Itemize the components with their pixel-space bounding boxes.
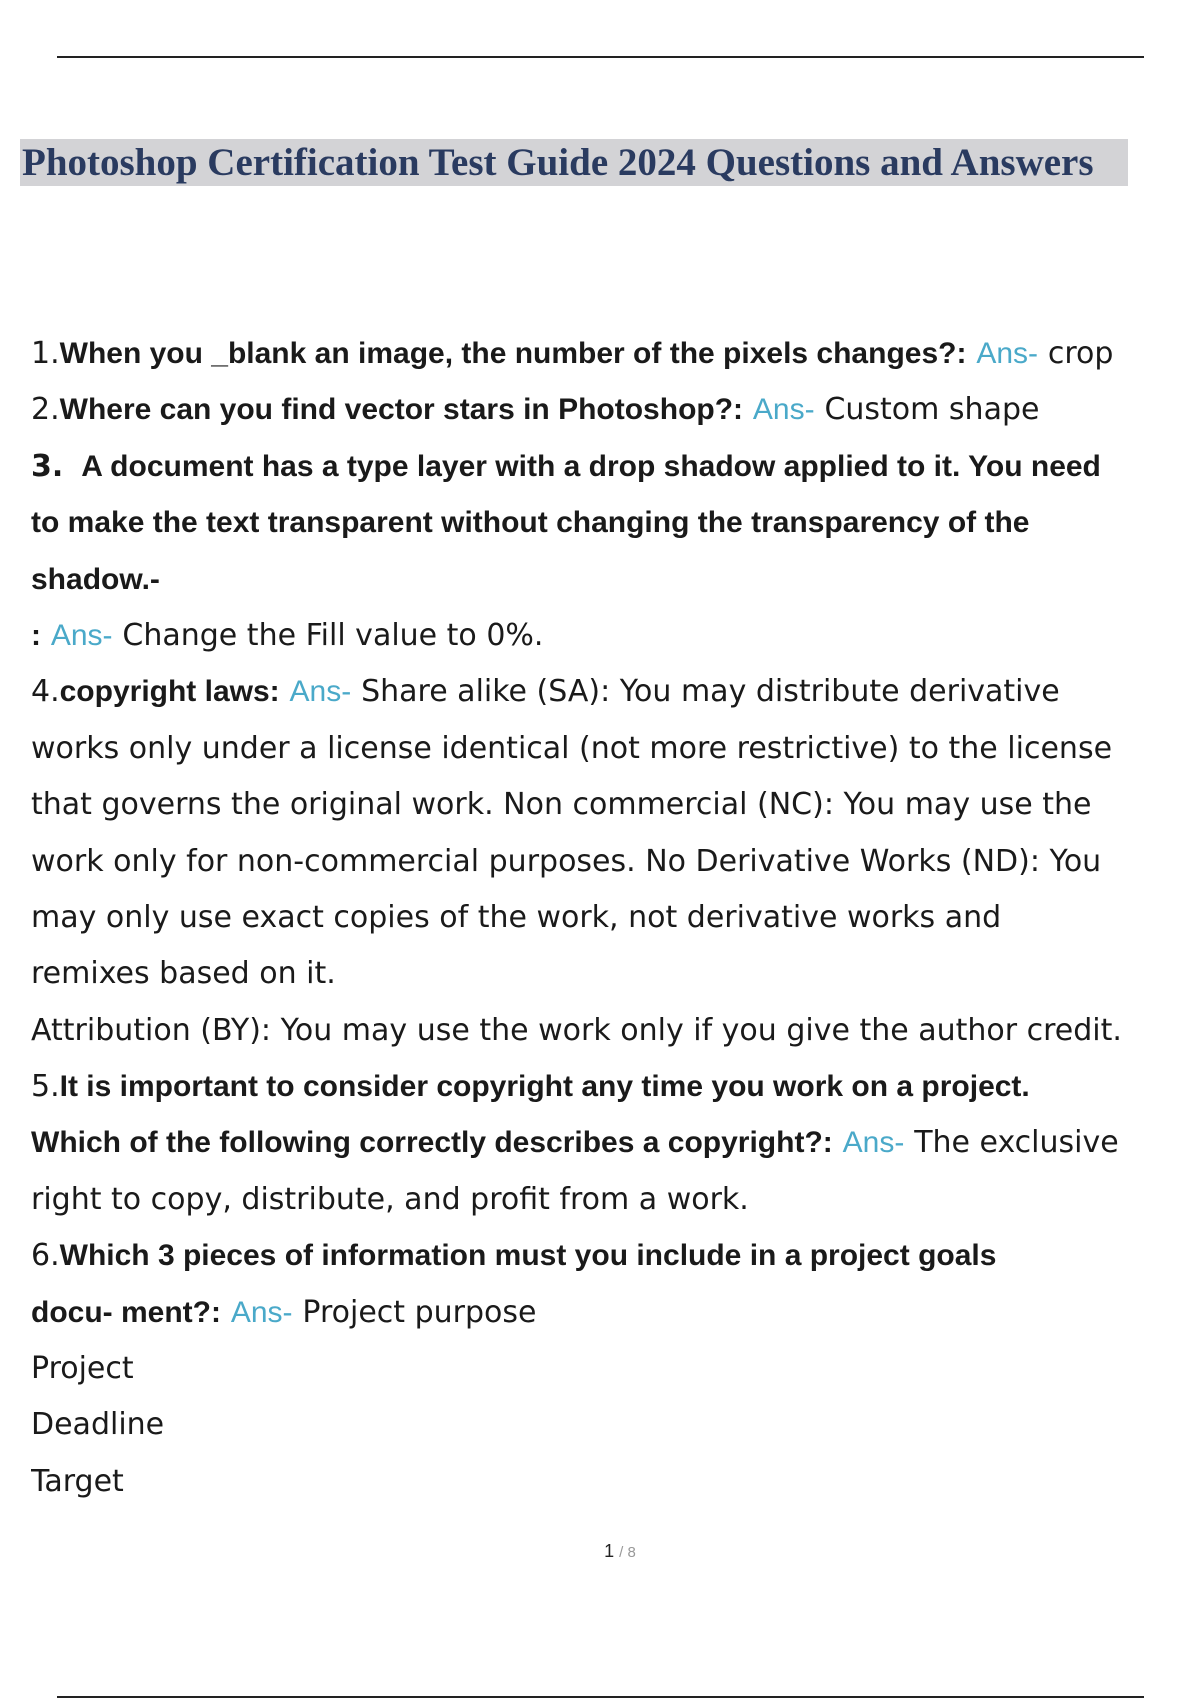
ans-label: Ans- — [50, 618, 113, 652]
qa-line — [31, 833, 1200, 889]
item-number: 1. — [31, 336, 60, 371]
question-text: docu- ment?: — [31, 1295, 221, 1329]
total-pages: / 8 — [619, 1544, 636, 1561]
answer-text: remixes based on it. — [31, 956, 336, 992]
answer-text: right to copy, distribute, and profit from a work. — [31, 1181, 749, 1217]
ans-label: Ans- — [230, 1295, 293, 1329]
question-text: Where can you find vector stars in Photoshop?: — [59, 393, 744, 427]
item-number: 6. — [31, 1238, 60, 1274]
answer-text: Target — [31, 1463, 124, 1499]
answer-text: crop — [1047, 336, 1114, 371]
qa-line — [31, 1002, 1200, 1058]
qa-line — [31, 438, 1200, 494]
answer-text: Project — [31, 1351, 134, 1387]
qa-line — [31, 720, 1200, 776]
qa-line — [31, 494, 1200, 550]
item-number: 5. — [31, 1069, 60, 1105]
qa-line — [31, 1396, 1200, 1452]
qa-line — [31, 1340, 1200, 1396]
qa-line — [31, 776, 1200, 832]
ans-label: Ans- — [752, 393, 815, 427]
qa-line — [31, 1058, 1200, 1114]
question-text: copyright laws: — [59, 675, 280, 709]
answer-text: works only under a license identical (not more restrictive) to the license — [31, 730, 1113, 766]
item-number: 4. — [31, 674, 60, 710]
answer-text: The exclusive — [914, 1125, 1119, 1161]
top-rule — [57, 56, 1144, 58]
qa-line — [31, 945, 1200, 1001]
answer-text: Share alike (SA): You may distribute derivative — [361, 674, 1060, 710]
answer-text: Custom shape — [824, 392, 1040, 428]
qa-line — [31, 1171, 1200, 1227]
document-title: Photoshop Certification Test Guide 2024 Questions and Answers — [20, 139, 1128, 186]
qa-line — [31, 1227, 1200, 1283]
answer-text: Attribution (BY): You may use the work only if you give the author credit. — [31, 1012, 1122, 1048]
question-text: Which 3 pieces of information must you include in a project goals — [59, 1239, 997, 1273]
qa-line — [31, 663, 1200, 719]
qa-line — [31, 1453, 1200, 1509]
qa-line — [31, 1114, 1200, 1170]
answer-text: Change the Fill value to 0%. — [122, 617, 544, 653]
question-text: Which of the following correctly describes a copyright?: — [31, 1126, 833, 1160]
answer-text: Project purpose — [302, 1294, 537, 1330]
answer-text: Deadline — [31, 1407, 165, 1443]
item-number: 2. — [31, 392, 60, 428]
qa-body — [31, 325, 1200, 1509]
qa-line — [31, 381, 1200, 437]
ans-label: Ans- — [289, 675, 352, 709]
answer-text: may only use exact copies of the work, not derivative works and — [31, 899, 1002, 935]
question-text: shadow.- — [31, 562, 160, 596]
qa-line — [31, 325, 1200, 381]
qa-line — [31, 889, 1200, 945]
answer-prefix: : — [31, 618, 41, 652]
bottom-rule — [57, 1696, 1144, 1698]
item-number: 3. — [31, 448, 64, 484]
qa-line — [31, 1284, 1200, 1340]
current-page: 1 — [604, 1541, 615, 1561]
question-text: A document has a type layer with a drop shadow applied to it. You need — [81, 449, 1101, 483]
question-text: It is important to consider copyright any time you work on a project. — [59, 1070, 1030, 1104]
ans-label: Ans- — [976, 337, 1038, 370]
question-text: to make the text transparent without changing the transparency of the — [31, 506, 1030, 540]
answer-text: work only for non-commercial purposes. No Derivative Works (ND): You — [31, 843, 1102, 879]
page-indicator — [0, 1541, 1200, 1562]
question-text: When you _blank an image, the number of the pixels changes?: — [59, 337, 967, 370]
answer-text: that governs the original work. Non commercial (NC): You may use the — [31, 787, 1092, 823]
qa-line — [31, 607, 1200, 663]
qa-line — [31, 551, 1200, 607]
ans-label: Ans- — [842, 1126, 905, 1160]
